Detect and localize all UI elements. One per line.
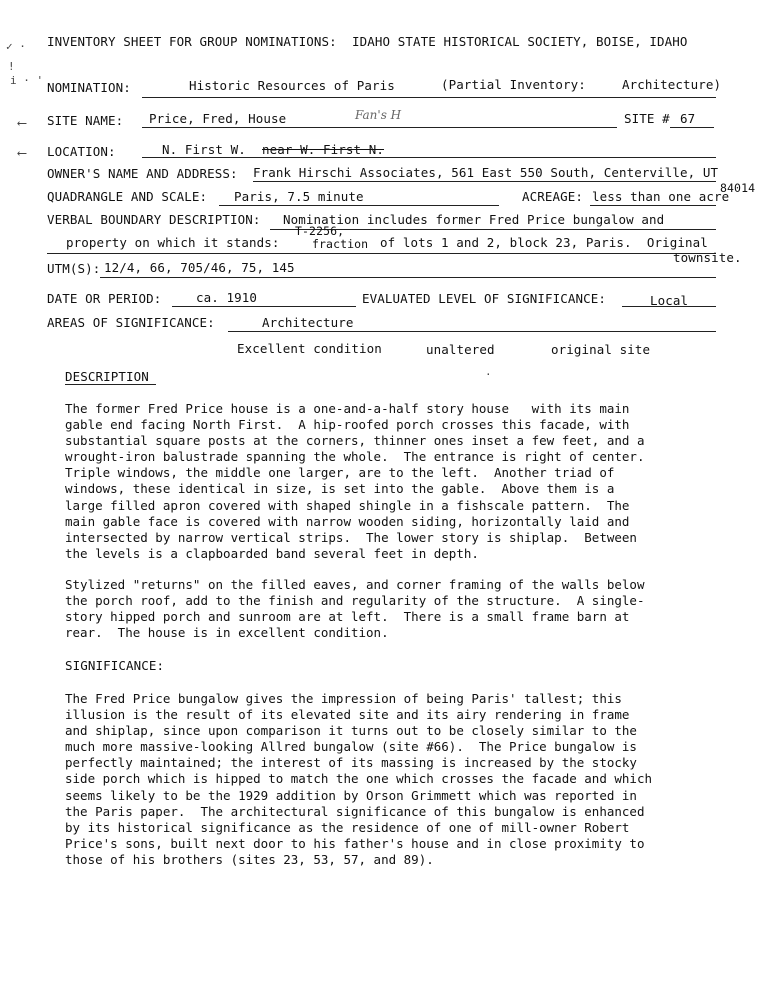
nomination-partial: (Partial Inventory:	[441, 77, 586, 92]
boundary-rule-2	[47, 253, 716, 254]
utm-label: UTM(S):	[47, 261, 101, 276]
location-label: LOCATION:	[47, 144, 116, 159]
level-value: Local	[650, 293, 689, 308]
text-line: seems likely to be the 1929 addition by Orson Grimmett which was reported in	[65, 787, 637, 803]
text-line: Price's sons, built next door to his father's house and in close proximity to	[65, 835, 645, 851]
site-name-value: Price, Fred, House	[149, 111, 287, 126]
level-label: EVALUATED LEVEL OF SIGNIFICANCE:	[362, 291, 607, 306]
site-annotation: Fan's H	[355, 108, 402, 122]
text-line: substantial square posts at the corners, thinner ones inset a few feet, and a	[65, 433, 645, 449]
text-line: perfectly maintained; the interest of its massing is increased by the stocky	[65, 755, 637, 771]
boundary-line2-b: of lots 1 and 2, block 23, Paris. Original	[380, 235, 708, 250]
margin-arrow: ⟵	[18, 116, 26, 131]
text-line: The Fred Price bungalow gives the impression of being Paris' tallest; this	[65, 691, 622, 706]
site-name-label: SITE NAME:	[47, 113, 124, 128]
boundary-line2-a: property on which it stands:	[66, 235, 280, 250]
owner-label: OWNER'S NAME AND ADDRESS:	[47, 166, 238, 181]
location-rule	[142, 157, 716, 158]
text-line: rear. The house is in excellent condition.	[65, 625, 389, 641]
utm-rule	[100, 277, 716, 278]
nomination-rule	[142, 97, 716, 98]
owner-rule	[253, 181, 716, 182]
text-line: story hipped porch and sunroom are at left. There is a small frame barn at	[65, 609, 630, 625]
margin-mark: ✓ ·	[6, 40, 26, 53]
acreage-label: ACREAGE:	[522, 189, 584, 204]
quadrangle-rule	[219, 205, 499, 206]
text-line: The former Fred Price house is a one-and-a-half story house with its main	[65, 401, 630, 416]
text-line: side porch which is hipped to match the one which crosses the facade and which	[65, 771, 652, 787]
significance-heading: SIGNIFICANCE:	[65, 658, 165, 673]
margin-mark: !	[8, 60, 15, 73]
description-heading: DESCRIPTION	[65, 369, 149, 384]
text-line: main gable face is covered with narrow wooden siding, horizontally laid and	[65, 513, 630, 529]
text-line: much more massive-looking Allred bungalow (site #66). The Price bungalow is	[65, 739, 637, 755]
nomination-category: Architecture)	[622, 77, 722, 92]
description-heading-underline	[65, 384, 156, 385]
boundary-insert-bottom: fraction	[312, 237, 369, 251]
areas-label: AREAS OF SIGNIFICANCE:	[47, 315, 215, 330]
nomination-value: Historic Resources of Paris	[189, 78, 395, 93]
site-number: 67	[680, 111, 696, 126]
boundary-label: VERBAL BOUNDARY DESCRIPTION:	[47, 212, 261, 227]
page-title: INVENTORY SHEET FOR GROUP NOMINATIONS: IDAHO STATE HISTORICAL SOCIETY, BOISE, IDAHO	[47, 34, 688, 49]
acreage-rule	[590, 205, 716, 206]
margin-mark: i · '	[10, 74, 44, 87]
significance-paragraph	[65, 691, 705, 868]
boundary-insert-top: T-2256,	[295, 224, 345, 238]
description-paragraph-1	[65, 401, 705, 562]
location-struck: near W. First N.	[262, 142, 385, 157]
text-line: the porch roof, add to the finish and regularity of the structure. A single-	[65, 593, 645, 609]
quadrangle-value: Paris, 7.5 minute	[234, 189, 364, 204]
text-line: Stylized "returns" on the filled eaves, and corner framing of the walls below	[65, 577, 645, 592]
margin-arrow: ⟵	[18, 146, 26, 161]
text-line: intersected by narrow vertical strips. The lower story is shiplap. Between	[65, 529, 637, 545]
date-label: DATE OR PERIOD:	[47, 291, 162, 306]
text-line: those of his brothers (sites 23, 53, 57, and 89).	[65, 851, 434, 867]
boundary-line3: townsite.	[673, 250, 742, 265]
nomination-label: NOMINATION:	[47, 80, 131, 95]
site-number-label: SITE #	[624, 111, 670, 126]
acreage-value: less than one acre	[592, 189, 730, 204]
condition-site: original site	[551, 342, 651, 357]
site-name-rule	[142, 127, 617, 128]
date-value: ca. 1910	[196, 290, 258, 305]
text-line: the levels is a clapboarded band several feet in depth.	[65, 545, 479, 561]
boundary-line1: Nomination includes former Fred Price bungalow and	[283, 212, 665, 227]
description-paragraph-2	[65, 577, 705, 641]
condition-alteration: unaltered	[426, 342, 495, 357]
condition-state: Excellent condition	[237, 341, 382, 356]
utm-value: 12/4, 66, 705/46, 75, 145	[104, 260, 295, 275]
location-value: N. First W.	[162, 142, 246, 157]
owner-zip: 84014	[720, 181, 756, 195]
speck: ·	[485, 368, 492, 381]
owner-value: Frank Hirschi Associates, 561 East 550 South, Centerville, UT	[253, 165, 719, 180]
text-line: wrought-iron balustrade spanning the whole. The entrance is right of center.	[65, 449, 645, 465]
site-number-rule	[670, 127, 714, 128]
level-rule	[622, 306, 716, 307]
text-line: large filled apron covered with shaped shingle in a fishscale pattern. The	[65, 497, 630, 513]
date-rule	[172, 306, 356, 307]
text-line: by its historical significance as the residence of one of mill-owner Robert	[65, 819, 630, 835]
text-line: windows, these identical in size, is set into the gable. Above them is a	[65, 481, 615, 497]
text-line: Triple windows, the middle one larger, are to the left. Another triad of	[65, 465, 615, 481]
areas-rule	[228, 331, 716, 332]
areas-value: Architecture	[262, 315, 354, 330]
text-line: illusion is the result of its elevated site and its airy rendering in frame	[65, 707, 630, 723]
text-line: and shiplap, since upon comparison it turns out to be closely similar to the	[65, 723, 637, 739]
text-line: the Paris paper. The architectural significance of this bungalow is enhanced	[65, 803, 645, 819]
text-line: gable end facing North First. A hip-roofed porch crosses this facade, with	[65, 417, 630, 433]
quadrangle-label: QUADRANGLE AND SCALE:	[47, 189, 208, 204]
